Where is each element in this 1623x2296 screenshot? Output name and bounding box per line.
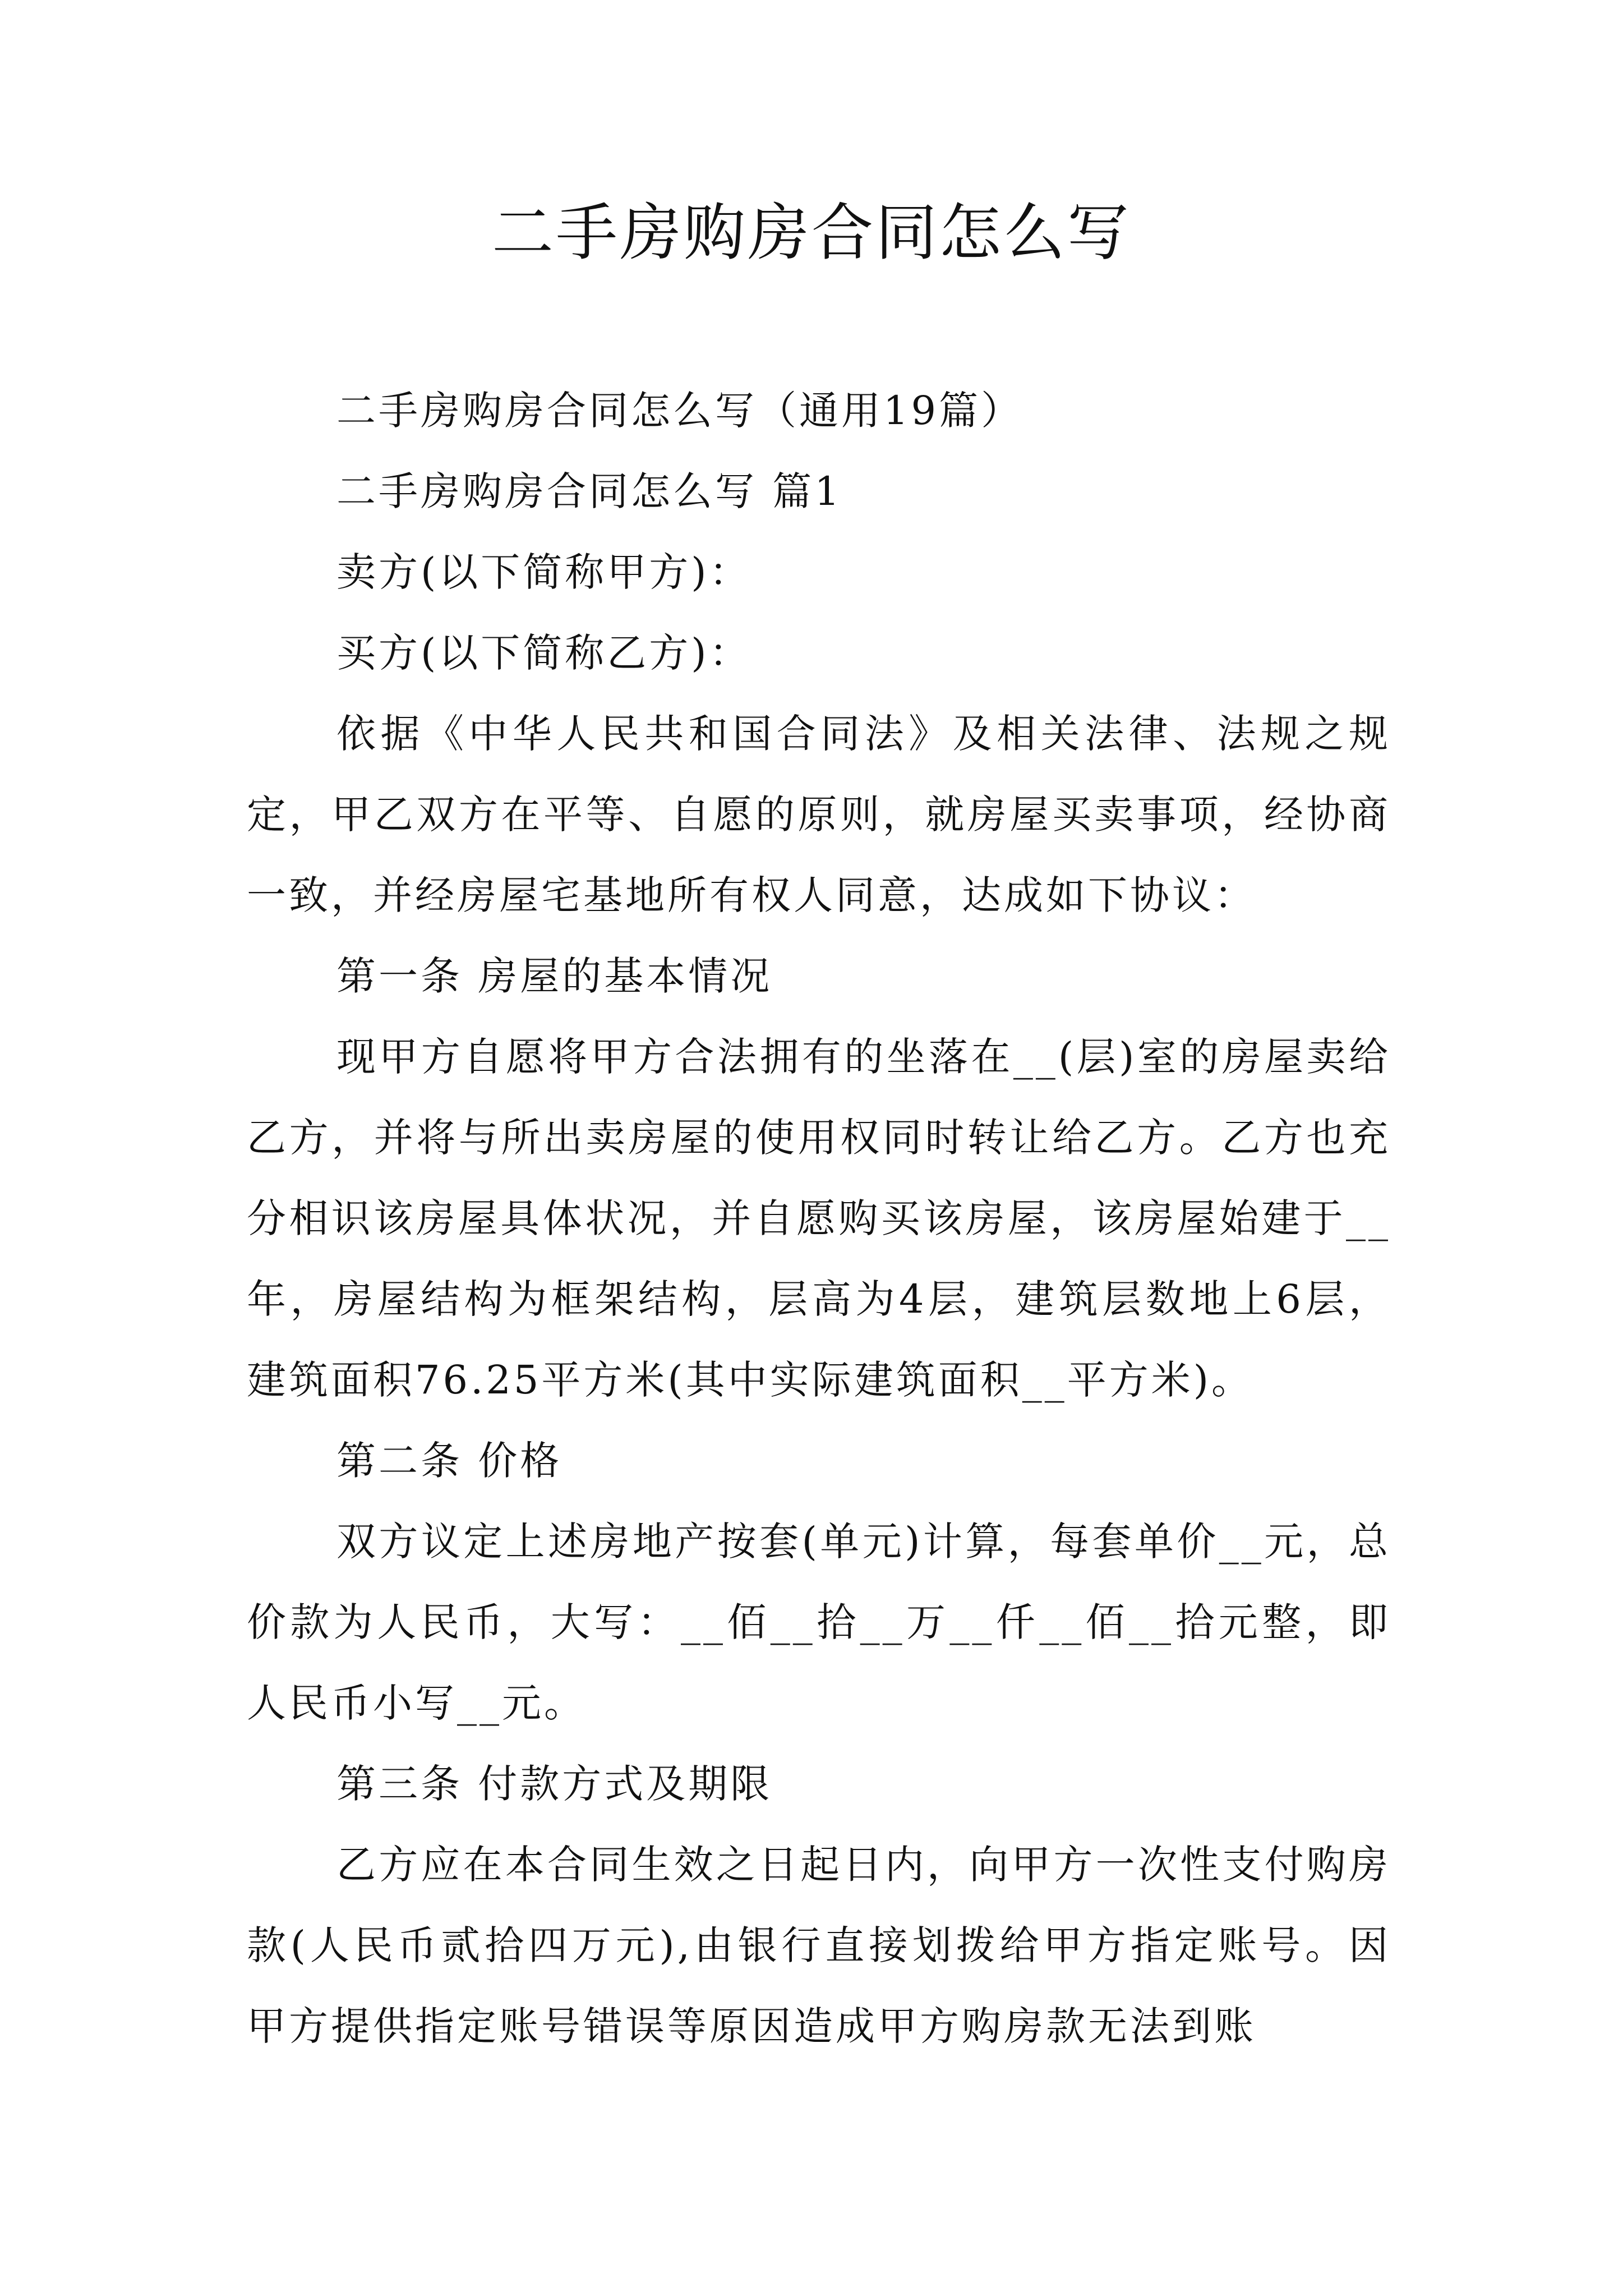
- preamble-paragraph: 依据《中华人民共和国合同法》及相关法律、法规之规定，甲乙双方在平等、自愿的原则，就房屋买卖事项，经协商一致，并经房屋宅基地所有权人同意，达成如下协议：: [247, 711, 1391, 918]
- seller-line: 卖方(以下简称甲方)：: [336, 549, 751, 595]
- document-body: [247, 370, 1391, 2067]
- subtitle-paragraph: 二手房购房合同怎么写（通用19篇）: [336, 388, 1023, 434]
- article-2-body: 双方议定上述房地产按套(单元)计算，每套单价__元，总价款为人民币，大写：__佰__拾__万__仟__佰__拾元整，即人民币小写__元。: [247, 1519, 1391, 1726]
- buyer-line: 买方(以下简称乙方)：: [336, 630, 751, 676]
- section-heading: 二手房购房合同怎么写 篇1: [336, 468, 842, 514]
- article-1-body: 现甲方自愿将甲方合法拥有的坐落在__(层)室的房屋卖给乙方，并将与所出卖房屋的使用权同时转让给乙方。乙方也充分相识该房屋具体状况，并自愿购买该房屋，该房屋始建于__年，房屋结构为框架结构，层高为4层，建筑层数地上6层，建筑面积76.25平方米(其中实际建筑面积__平方米)。: [247, 1034, 1391, 1403]
- article-2-heading: 第二条 价格: [336, 1438, 562, 1484]
- article-3-body: 乙方应在本合同生效之日起日内，向甲方一次性支付购房款(人民币贰拾四万元),由银行直接划拨给甲方指定账号。因甲方提供指定账号错误等原因造成甲方购房款无法到账: [247, 1842, 1391, 2049]
- document-title: 二手房购房合同怎么写: [492, 197, 1131, 269]
- article-1-heading: 第一条 房屋的基本情况: [336, 953, 773, 999]
- article-3-heading: 第三条 付款方式及期限: [336, 1761, 773, 1807]
